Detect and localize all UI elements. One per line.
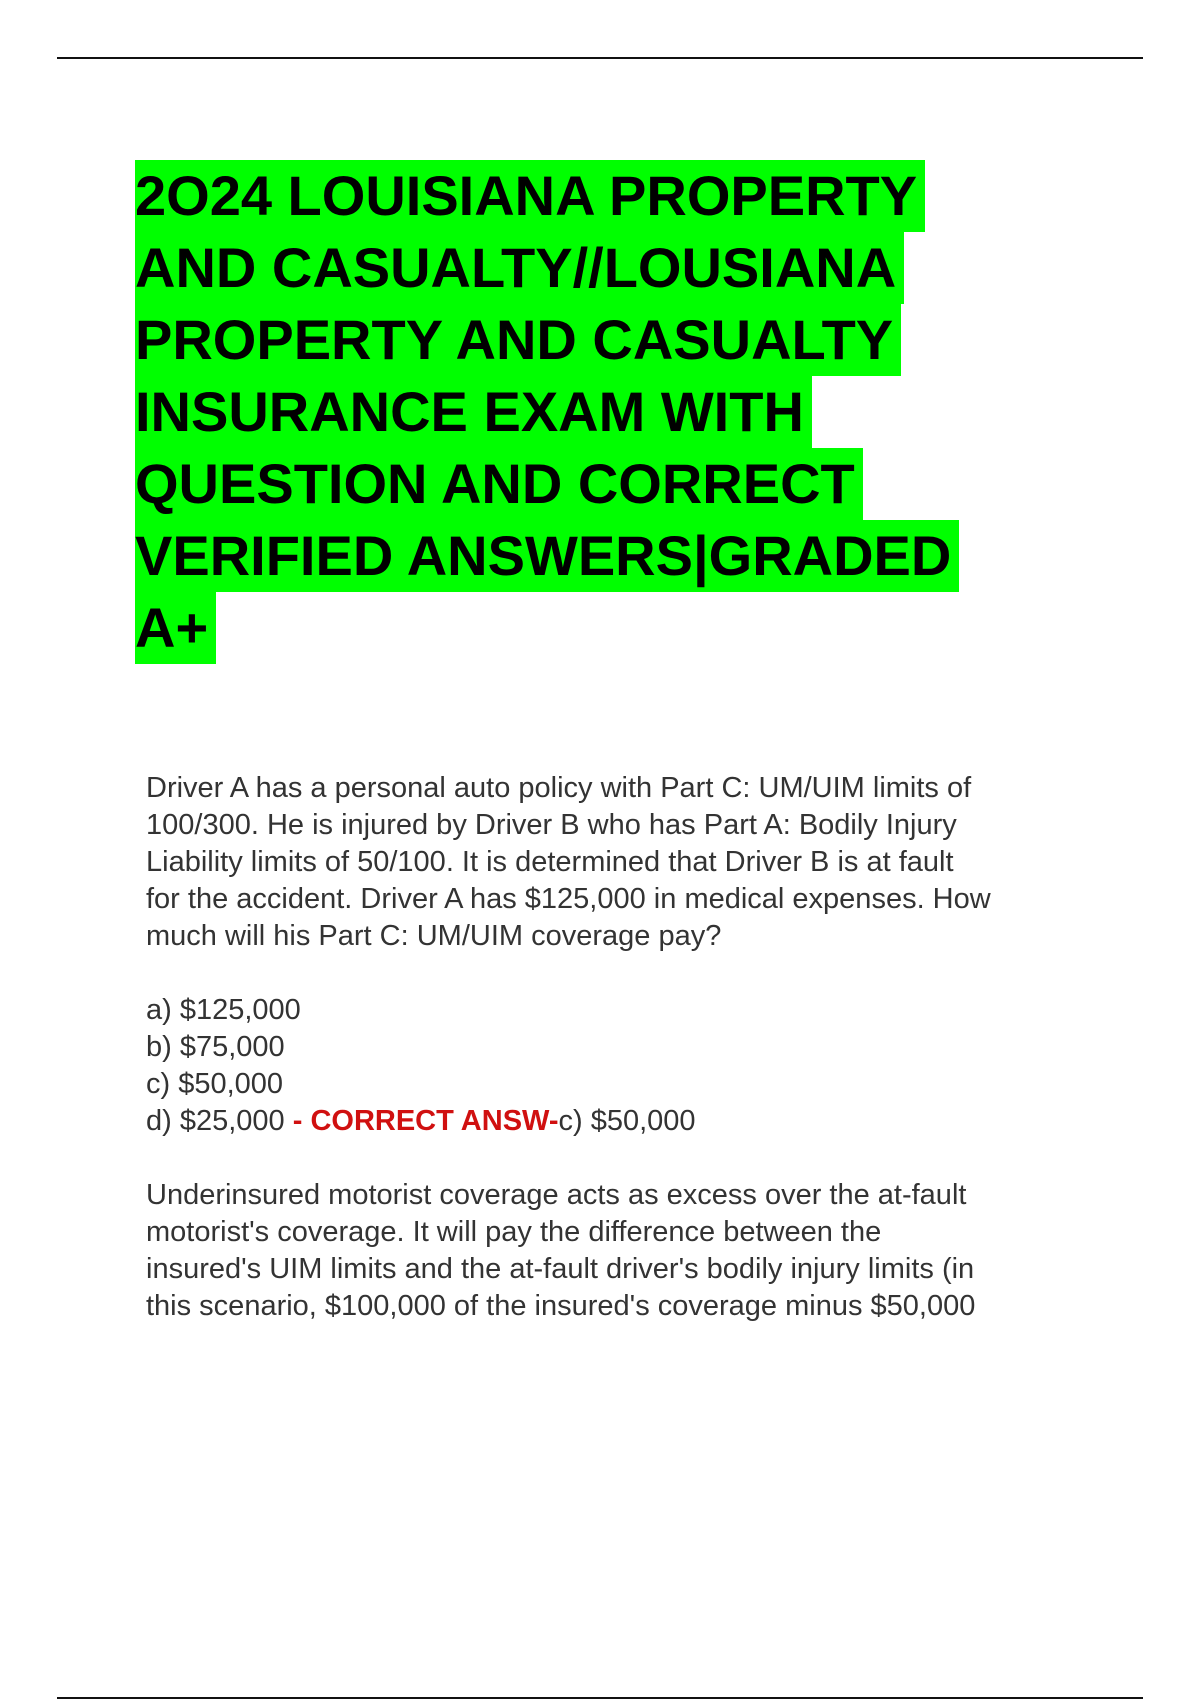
explanation-line: this scenario, $100,000 of the insured's coverage minus $50,000 (146, 1290, 976, 1322)
question-line: Liability limits of 50/100. It is determined that Driver B is at fault (146, 846, 954, 878)
spacer (146, 955, 1106, 992)
question-block (146, 770, 1106, 1325)
explanation-line: motorist's coverage. It will pay the difference between the (146, 1216, 882, 1248)
explanation-text (146, 1177, 1106, 1325)
option-c: c) $50,000 (146, 1068, 284, 1100)
question-line: much will his Part C: UM/UIM coverage pay? (146, 920, 722, 952)
title-line: A+ (135, 592, 216, 664)
answer-options (146, 992, 1106, 1140)
option-d: d) $25,000 (146, 1105, 285, 1137)
explanation-line: insured's UIM limits and the at-fault driver's bodily injury limits (in (146, 1253, 975, 1285)
explanation-line: Underinsured motorist coverage acts as excess over the at-fault (146, 1179, 967, 1211)
correct-answer-marker: - CORRECT ANSW- (284, 1105, 559, 1137)
question-line: 100/300. He is injured by Driver B who has Part A: Bodily Injury (146, 809, 957, 841)
question-line: Driver A has a personal auto policy with Part C: UM/UIM limits of (146, 772, 972, 804)
top-rule (57, 57, 1143, 59)
title-line: VERIFIED ANSWERS|GRADED (135, 520, 959, 592)
title-line: QUESTION AND CORRECT (135, 448, 863, 520)
title-line: AND CASUALTY//LOUSIANA (135, 232, 904, 304)
option-a: a) $125,000 (146, 994, 301, 1026)
question-text (146, 770, 1106, 955)
spacer (146, 1140, 1106, 1177)
option-d-row (146, 1103, 1106, 1140)
option-b: b) $75,000 (146, 1031, 285, 1063)
title-line: PROPERTY AND CASUALTY (135, 304, 901, 376)
question-line: for the accident. Driver A has $125,000 in medical expenses. How (146, 883, 991, 915)
title-line: 2O24 LOUISIANA PROPERTY (135, 160, 925, 232)
document-title (135, 160, 1095, 664)
correct-answer: c) $50,000 (558, 1105, 696, 1137)
title-line: INSURANCE EXAM WITH (135, 376, 812, 448)
bottom-rule (57, 1697, 1143, 1699)
